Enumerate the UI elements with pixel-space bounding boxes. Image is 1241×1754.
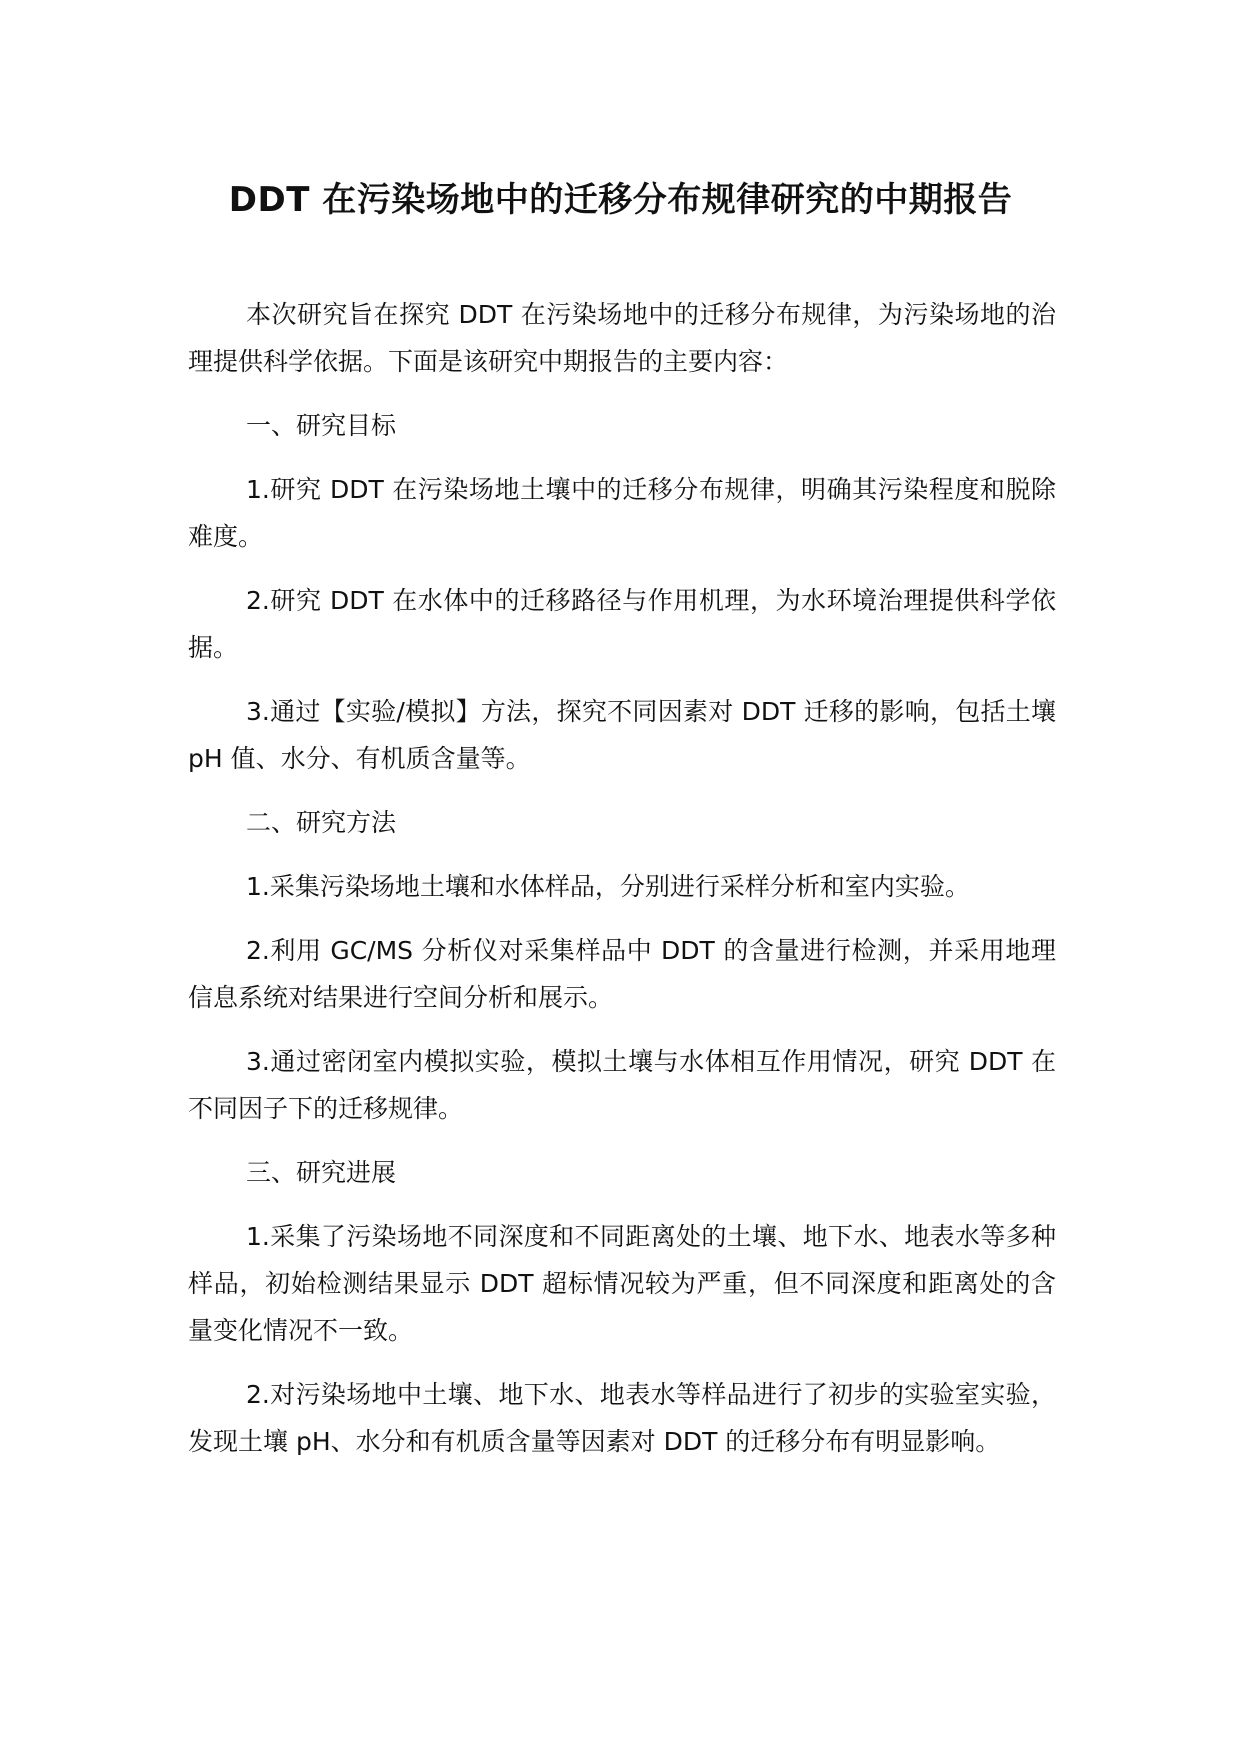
- method-item-3: 3.通过密闭室内模拟实验，模拟土壤与水体相互作用情况，研究 DDT 在不同因子下的迁移规律。: [188, 1047, 1056, 1123]
- document-body: [188, 291, 1056, 1482]
- document-title: DDT 在污染场地中的迁移分布规律研究的中期报告: [228, 180, 1013, 220]
- intro-paragraph: 本次研究旨在探究 DDT 在污染场地中的迁移分布规律，为污染场地的治理提供科学依据。下面是该研究中期报告的主要内容：: [188, 300, 1056, 376]
- method-item-1: 1.采集污染场地土壤和水体样品，分别进行采样分析和室内实验。: [246, 872, 970, 901]
- section-heading-goals: 一、研究目标: [246, 411, 397, 440]
- method-item-2: 2.利用 GC/MS 分析仪对采集样品中 DDT 的含量进行检测，并采用地理信息系统对结果进行空间分析和展示。: [188, 936, 1056, 1012]
- goal-item-3: 3.通过【实验/模拟】方法，探究不同因素对 DDT 迁移的影响，包括土壤 pH 值、水分、有机质含量等。: [188, 697, 1056, 773]
- progress-item-2: 2.对污染场地中土壤、地下水、地表水等样品进行了初步的实验室实验，发现土壤 pH、水分和有机质含量等因素对 DDT 的迁移分布有明显影响。: [188, 1380, 1056, 1456]
- progress-item-1: 1.采集了污染场地不同深度和不同距离处的土壤、地下水、地表水等多种样品，初始检测结果显示 DDT 超标情况较为严重，但不同深度和距离处的含量变化情况不一致。: [188, 1222, 1056, 1345]
- section-heading-progress: 三、研究进展: [246, 1158, 397, 1187]
- goal-item-2: 2.研究 DDT 在水体中的迁移路径与作用机理，为水环境治理提供科学依据。: [188, 586, 1056, 662]
- goal-item-1: 1.研究 DDT 在污染场地土壤中的迁移分布规律，明确其污染程度和脱除难度。: [188, 475, 1056, 551]
- section-heading-methods: 二、研究方法: [246, 808, 397, 837]
